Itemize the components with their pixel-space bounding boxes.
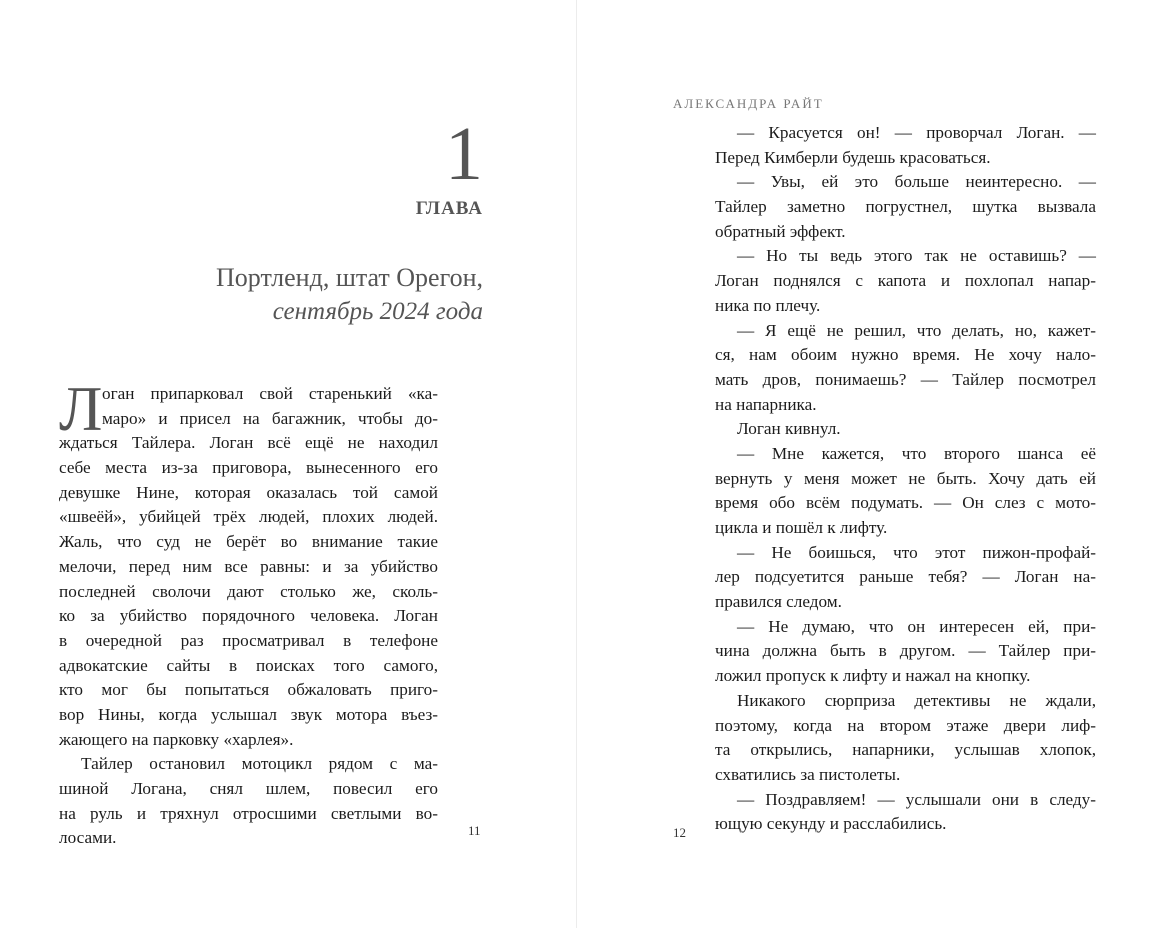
text-line: ника по плечу. — [715, 295, 821, 315]
text-line: маро» и присел на багажник, чтобы до- — [102, 408, 438, 428]
text-line: Перед Кимберли будешь красоваться. — [715, 147, 991, 167]
chapter-date: сентябрь 2024 года — [272, 298, 483, 325]
chapter-number: 1 — [445, 112, 483, 196]
text-line: лосами. — [59, 828, 117, 848]
text-line: цикла и пошёл к лифту. — [715, 518, 888, 537]
text-line: Жаль, что суд не берёт во внимание такие — [59, 532, 438, 552]
running-head: АЛЕКСАНДРА РАЙТ — [673, 96, 824, 111]
text-line: лер подсуетится раньше тебя? — Логан на- — [715, 567, 1096, 587]
text-line: адвокатские сайты в поисках того самого, — [59, 655, 438, 675]
text-line: — Поздравляем! — услышали они в следу- — [737, 789, 1096, 809]
text-line: — Я ещё не решил, что делать, но, кажет- — [737, 320, 1096, 340]
text-line: в очередной раз просматривал в телефоне — [59, 630, 438, 650]
text-line: — Но ты ведь этого так не оставишь? — — [737, 246, 1096, 266]
text-line: — Не боишься, что этот пижон-профай- — [737, 542, 1096, 562]
text-line: Никакого сюрприза детективы не ждали, — [737, 690, 1096, 710]
page-number: 12 — [673, 825, 686, 840]
text-line: оган припарковал свой старенький «ка- — [102, 384, 438, 403]
text-line: чина должна быть в другом. — Тайлер при- — [715, 641, 1096, 661]
text-line: девушке Нине, которая оказалась той самой — [59, 482, 438, 502]
text-line: ющую секунду и расслабились. — [715, 814, 947, 834]
text-line: та открылись, напарники, услышав хлопок, — [715, 740, 1096, 760]
text-line: Тайлер заметно погрустнел, шутка вызвала — [715, 197, 1096, 217]
text-line: шиной Логана, снял шлем, повесил его — [59, 779, 438, 798]
text-line: Тайлер остановил мотоцикл рядом с ма- — [81, 754, 438, 774]
text-line: последней сволочи дают столько же, сколь- — [59, 581, 438, 601]
text-line: вернуть у меня может не быть. Хочу дать ей — [715, 468, 1096, 488]
text-line: жающего на парковку «харлея». — [59, 729, 294, 749]
page-number: 11 — [468, 823, 481, 838]
text-line: мелочи, перед ним все равны: и за убийство — [59, 556, 438, 576]
text-line: ся, нам обоим нужно время. Не хочу нало- — [715, 345, 1096, 365]
text-line: — Красуется он! — проворчал Логан. — — [737, 123, 1096, 142]
text-line: «швеёй», убийцей трёх людей, плохих людей. — [59, 507, 438, 527]
text-line: вор Нины, когда услышал звук мотора въез- — [59, 704, 438, 724]
text-line: ко за убийство порядочного человека. Логан — [59, 606, 438, 626]
left-body-text — [59, 373, 438, 851]
text-line: — Увы, ей это больше неинтересно. — — [737, 172, 1096, 192]
right-body-text — [715, 121, 1096, 837]
chapter-label: ГЛАВА — [415, 198, 483, 219]
text-line: мать дров, понимаешь? — Тайлер посмотрел — [715, 369, 1096, 389]
right-page — [577, 0, 1152, 928]
text-line: поэтому, когда на втором этаже двери лиф- — [715, 715, 1096, 735]
text-line: схватились за пистолеты. — [715, 764, 901, 784]
drop-cap: Л — [59, 373, 103, 444]
text-line: на руль и тряхнул отросшими светлыми во- — [59, 803, 438, 823]
text-line: на напарника. — [715, 394, 817, 414]
text-line: себе места из-за приговора, вынесенного его — [59, 458, 438, 478]
text-line: правился следом. — [715, 592, 842, 612]
text-line: Логан кивнул. — [737, 419, 841, 439]
text-line: время обо всём подумать. — Он слез с мото- — [715, 493, 1096, 513]
text-line: ложил пропуск к лифту и нажал на кнопку. — [715, 666, 1031, 686]
text-line: ждаться Тайлера. Логан всё ещё не находил — [59, 433, 438, 453]
chapter-location: Портленд, штат Орегон, — [216, 263, 483, 292]
text-line: Логан поднялся с капота и похлопал напар- — [715, 271, 1096, 291]
text-line: — Не думаю, что он интересен ей, при- — [737, 616, 1096, 636]
text-line: обратный эффект. — [715, 221, 846, 241]
text-line: кто мог бы попытаться обжаловать приго- — [59, 680, 438, 700]
text-line: — Мне кажется, что второго шанса её — [737, 443, 1096, 463]
